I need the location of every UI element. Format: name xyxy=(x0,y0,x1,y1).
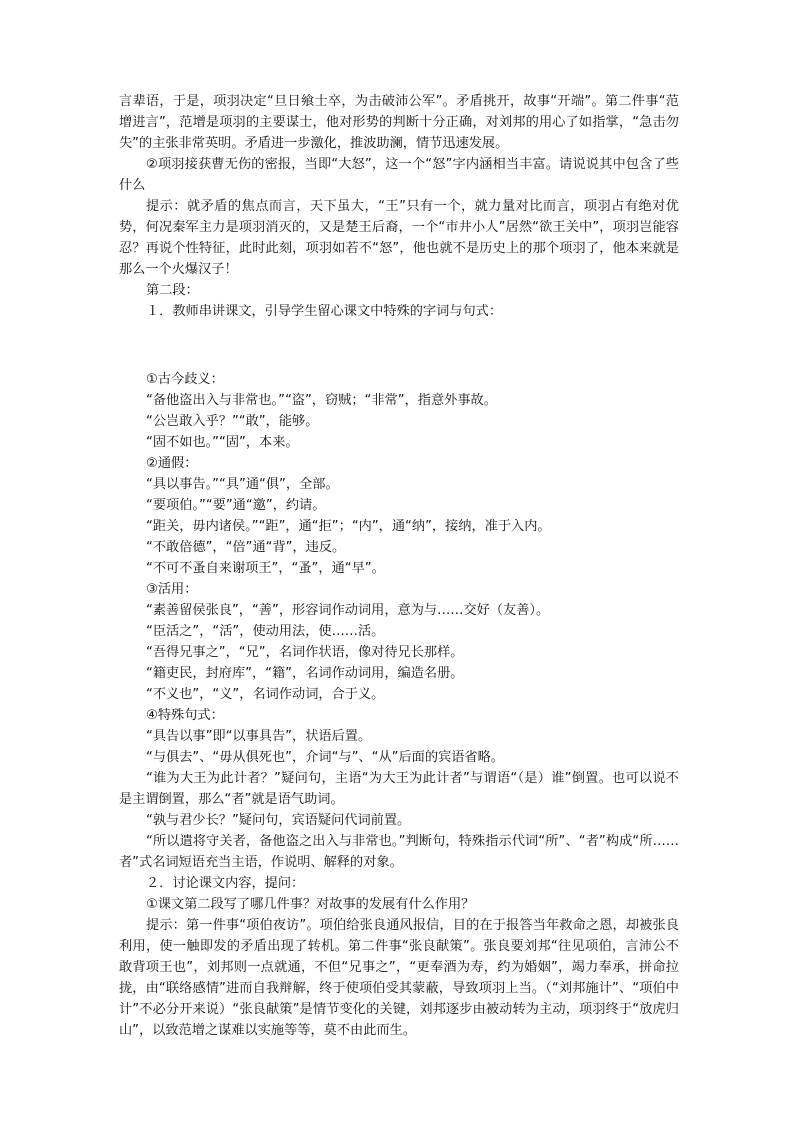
document-page xyxy=(119,91,679,1041)
paragraph-p10: ②通假： xyxy=(146,456,198,472)
paragraph-p06: ①古今歧义： xyxy=(146,372,224,388)
paragraph-p27: “所以遣将守关者，备他盗之出入与非常也。”判断句，特殊指示代词“所”、“者”构成“所……者”式名词短语充当主语，作说明、解释的对象。 xyxy=(119,834,679,871)
paragraph-p25: “谁为大王为此计者？”疑问句，主语“为大王为此计者”与谓语“（是）谁”倒置。也可以说不是主谓倒置，那么“者”就是语气助词。 xyxy=(119,771,679,808)
paragraph-p24: “与俱去”、“毋从俱死也”，介词“与”、“从”后面的宾语省略。 xyxy=(146,750,504,766)
paragraph-p17: “素善留侯张良”，“善”，形容词作动词用，意为与……交好（友善）。 xyxy=(146,603,550,619)
paragraph-p20: “籍吏民，封府库”，“籍”，名词作动词用，编造名册。 xyxy=(146,666,464,682)
paragraph-p04: 第二段： xyxy=(146,283,199,298)
paragraph-p29: ①课文第二段写了哪几件事？对故事的发展有什么作用？ xyxy=(146,897,475,913)
paragraph-p28: ２．讨论课文内容，提问： xyxy=(146,876,305,892)
paragraph-p09: “固不如也。”“固”，本来。 xyxy=(146,435,299,451)
paragraph-p30: 提示：第一件事“项伯夜访”。项伯给张良通风报信，目的在于报答当年救命之恩，却被张良利用，使一触即发的矛盾出现了转机。第二件事“张良献策”。张良要刘邦“往见项伯，言沛公不敢背项王也”，刘邦则一点就通，不但“兄事之”，“更奉酒为寿，约为婚姻”，竭力奉承，拼命拉拢，由“联络感情”进而自我辩解，终于使项伯受其蒙蔽，导致项羽上当。（“刘邦施计”、“项伯中计”不必分开来说）“张良献策”是情节变化的关键，刘邦逐步由被动转为主动，项羽终于“放虎归山”，以致范增之谋难以实施等等，莫不由此而生。 xyxy=(119,918,679,1039)
paragraph-p13: “距关，毋内诸侯。”“距”，通“拒”；“内”，通“纳”，接纳，准于入内。 xyxy=(146,519,551,535)
paragraph-p11: “具以事告。”“具”通“俱”，全部。 xyxy=(146,477,339,493)
paragraph-p26: “孰与君少长？”疑问句，宾语疑问代词前置。 xyxy=(146,813,411,829)
paragraph-p14: “不敢倍德”，“倍”通“背”，违反。 xyxy=(146,540,346,556)
paragraph-p16: ③活用： xyxy=(146,582,198,598)
paragraph-p02: ②项羽接获曹无伤的密报，当即“大怒”，这一个“怒”字内涵相当丰富。请说说其中包含了些什么 xyxy=(119,157,679,193)
paragraph-p19: “吾得兄事之”，“兄”，名词作状语，像对待兄长那样。 xyxy=(146,645,464,661)
paragraph-p15: “不可不蚤自来谢项王”，“蚤”，通“早”。 xyxy=(146,561,385,577)
paragraph-p23: “具告以事”即“以事具告”，状语后置。 xyxy=(146,729,372,745)
paragraph-p12: “要项伯。”“要”通“邀”，约请。 xyxy=(146,498,326,514)
paragraph-p05: １．教师串讲课文，引导学生留心课文中特殊的字词与句式： xyxy=(146,304,503,319)
paragraph-p03: 提示：就矛盾的焦点而言，天下虽大，“王”只有一个，就力量对比而言，项羽占有绝对优势，何况秦军主力是项羽消灭的，又是楚王后裔，一个“市井小人”居然“欲王关中”，项羽岂能容忍？再说个性特征，此时此刻，项羽如若不“怒”，他也就不是历史上的那个项羽了，他本来就是那么一个火爆汉子！ xyxy=(119,199,679,277)
paragraph-p21: “不义也”，“义”，名词作动词，合于义。 xyxy=(146,687,385,703)
paragraph-p22: ④特殊句式： xyxy=(146,708,224,724)
paragraph-p01: 言辈语，于是，项羽决定“旦日飨士卒，为击破沛公军”。矛盾挑开，故事“开端”。第二件事“范增进言”，范增是项羽的主要谋士，他对形势的判断十分正确，对刘邦的用心了如指掌，“急击勿失”的主张非常英明。矛盾进一步激化，推波助澜，情节迅速发展。 xyxy=(119,94,679,151)
blank-line xyxy=(119,335,679,356)
paragraph-p18: “臣活之”，“活”，使动用法，使……活。 xyxy=(146,624,385,640)
paragraph-p07: “备他盗出入与非常也。”“盗”，窃贼；“非常”，指意外事故。 xyxy=(146,393,497,409)
paragraph-p08: “公岂敢入乎？”“敢”，能够。 xyxy=(146,414,319,430)
